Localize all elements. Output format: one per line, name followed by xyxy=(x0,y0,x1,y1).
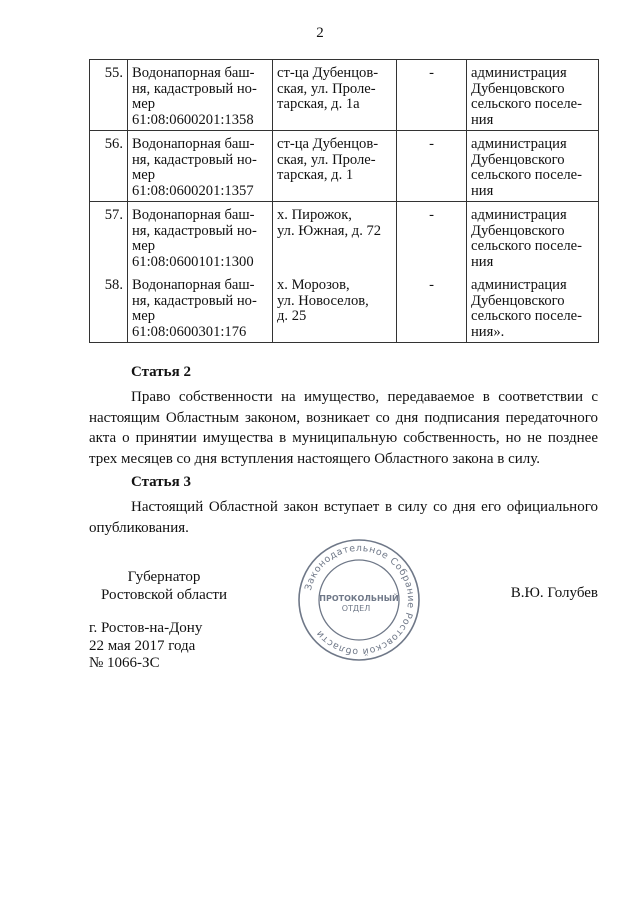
row-number: 56. xyxy=(90,131,128,202)
cell-line: ния xyxy=(471,253,494,270)
cell-line: ст-ца Дубенцов- xyxy=(277,136,379,152)
cell-line: администрация xyxy=(471,136,567,152)
cell-line: 61:08:0600301:176 xyxy=(132,323,247,340)
signer-name: В.Ю. Голубев xyxy=(510,585,598,601)
property-name xyxy=(128,272,273,343)
cell-line: мер xyxy=(132,167,156,183)
property-table xyxy=(89,59,599,343)
cell-line: тарская, д. 1 xyxy=(277,167,354,183)
property-recipient xyxy=(467,272,599,343)
cell-line: администрация xyxy=(471,207,567,223)
table-row xyxy=(90,272,599,343)
cell-line: мер xyxy=(132,308,156,324)
signature-position-line1: Губернатор xyxy=(127,569,201,585)
table-row xyxy=(90,131,599,202)
cell-line: ния». xyxy=(471,323,505,340)
cell-line: мер xyxy=(132,96,156,112)
cell-line: ния xyxy=(471,111,494,128)
cell-line: Дубенцовского xyxy=(471,80,565,97)
row-number: 58. xyxy=(90,272,128,343)
cell-line: Дубенцовского xyxy=(471,151,565,168)
signature-position-line2: Ростовской области xyxy=(101,587,227,603)
cell-line: ня, кадастровый но- xyxy=(132,292,257,309)
property-name xyxy=(128,60,273,131)
cell-line: Водонапорная баш- xyxy=(132,65,255,81)
page-number: 2 xyxy=(316,25,324,41)
row-number: 55. xyxy=(90,60,128,131)
cell-line: 61:08:0600201:1357 xyxy=(132,182,254,199)
article-2-title: Статья 2 xyxy=(131,364,191,380)
cell-line: Дубенцовского xyxy=(471,222,565,239)
stamp-ring-textpath: Законодательное Собрание Ростовской области xyxy=(303,542,417,658)
cell-line: сельского поселе- xyxy=(471,167,582,183)
cell-line: ния xyxy=(471,182,494,199)
cell-line: мер xyxy=(132,238,156,254)
cell-line: ня, кадастровый но- xyxy=(132,80,257,97)
cell-line: Водонапорная баш- xyxy=(132,136,255,152)
stamp-center-line1: ПРОТОКОЛЬНЫЙ xyxy=(319,594,399,603)
cell-line: ст-ца Дубенцов- xyxy=(277,65,379,81)
cell-line: ская, ул. Проле- xyxy=(277,80,376,97)
cell-line: ня, кадастровый но- xyxy=(132,151,257,168)
property-name xyxy=(128,202,273,273)
signature-position xyxy=(89,568,239,604)
cell-line: ская, ул. Проле- xyxy=(277,151,376,168)
footer-date: 22 мая 2017 года xyxy=(89,637,196,654)
cell-line: ня, кадастровый но- xyxy=(132,222,257,239)
document-footer xyxy=(89,620,202,673)
property-address xyxy=(273,202,397,273)
article-3-text: Настоящий Областной закон вступает в силу со дня его официального опубликования. xyxy=(89,499,598,536)
cell-line: тарская, д. 1а xyxy=(277,96,360,112)
cell-line: сельского поселе- xyxy=(471,238,582,254)
cell-line: сельского поселе- xyxy=(471,96,582,112)
cell-line: Дубенцовского xyxy=(471,292,565,309)
table-row xyxy=(90,60,599,131)
footer-city: г. Ростов-на-Дону xyxy=(89,620,203,636)
property-address xyxy=(273,272,397,343)
stamp-center-line2: ОТДЕЛ xyxy=(341,604,371,613)
footer-number: № 1066-ЗС xyxy=(89,655,160,671)
cell-line: ул. Новоселов, xyxy=(277,292,369,309)
cell-line: 61:08:0600101:1300 xyxy=(132,253,254,270)
cell-line: х. Пирожок, xyxy=(277,207,352,223)
cell-line: д. 25 xyxy=(277,308,307,324)
property-address xyxy=(273,131,397,202)
article-3-title: Статья 3 xyxy=(131,474,191,490)
property-details: - xyxy=(397,60,467,131)
cell-line: Водонапорная баш- xyxy=(132,277,255,293)
cell-line: администрация xyxy=(471,277,567,293)
property-name xyxy=(128,131,273,202)
property-address xyxy=(273,60,397,131)
cell-line: 61:08:0600201:1358 xyxy=(132,111,254,128)
property-recipient xyxy=(467,60,599,131)
cell-line: администрация xyxy=(471,65,567,81)
property-details: - xyxy=(397,202,467,273)
row-number: 57. xyxy=(90,202,128,273)
cell-line: сельского поселе- xyxy=(471,308,582,324)
property-recipient xyxy=(467,202,599,273)
cell-line: х. Морозов, xyxy=(277,277,350,293)
official-stamp xyxy=(296,537,422,663)
property-recipient xyxy=(467,131,599,202)
cell-line: ул. Южная, д. 72 xyxy=(277,222,382,239)
cell-line: Водонапорная баш- xyxy=(132,207,255,223)
article-2-text: Право собственности на имущество, передаваемое в соответствии с настоящим Областным законом, возникает со дня подписания передаточного акта о принятии имущества в муниципальную собственность, но не позднее трех месяцев со дня вступления настоящего Областного закона в силу. xyxy=(89,389,598,467)
property-details: - xyxy=(397,272,467,343)
property-details: - xyxy=(397,131,467,202)
table-row xyxy=(90,202,599,273)
